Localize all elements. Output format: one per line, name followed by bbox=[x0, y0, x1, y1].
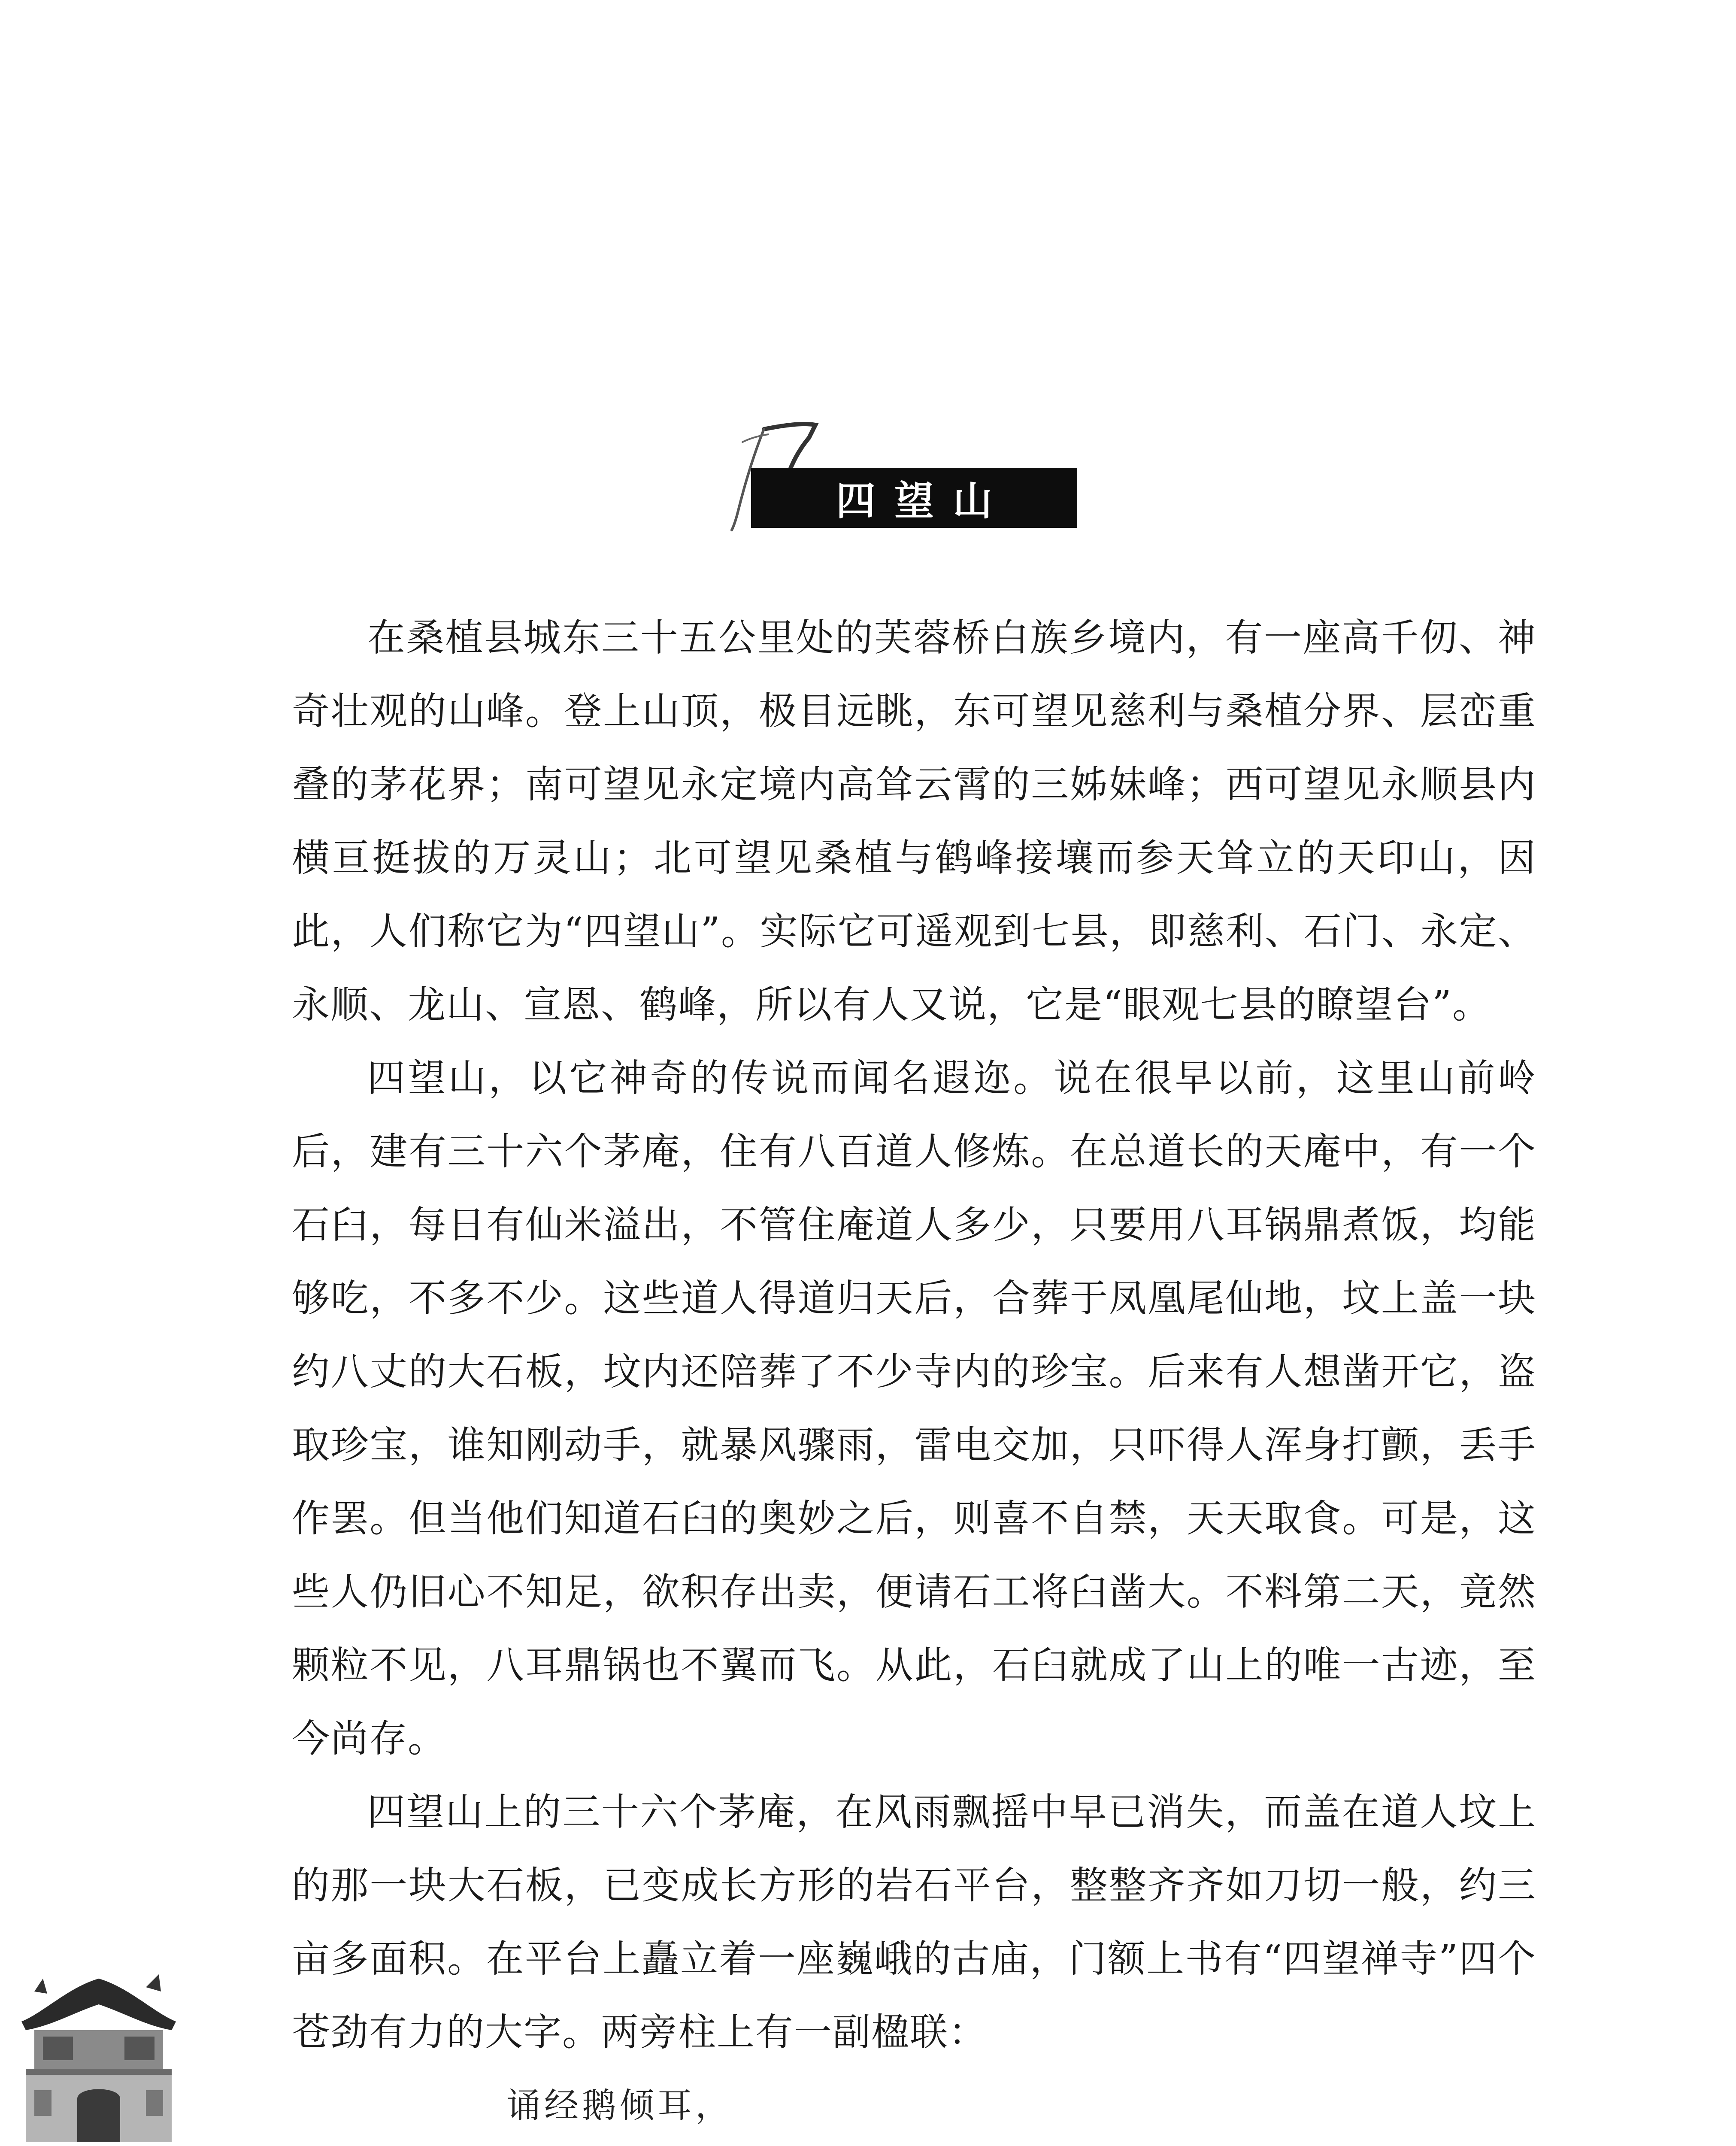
chapter-title-block bbox=[700, 412, 1086, 541]
title-banner bbox=[751, 468, 1077, 528]
paragraph-1: 在桑植县城东三十五公里处的芙蓉桥白族乡境内，有一座高千仞、神奇壮观的山峰。登上山顶，极目远眺，东可望见慈利与桑植分界、层峦重叠的茅花界；南可望见永定境内高耸云霄的三姊妹峰；西可望见永顺县内横亘挺拔的万灵山；北可望见桑植与鹤峰接壤而参天耸立的天印山，因此，人们称它为“四望山”。实际它可遥观到七县，即慈利、石门、永定、永顺、龙山、宣恩、鹤峰，所以有人又说，它是“眼观七县的瞭望台”。 bbox=[292, 615, 1536, 1027]
book-title-caption bbox=[30, 2142, 174, 2146]
paragraph-3: 四望山上的三十六个茅庵，在风雨飘摇中早已消失，而盖在道人坟上的那一块大石板，已变成长方形的岩石平台，整整齐齐如刀切一般，约三亩多面积。在平台上矗立着一座巍峨的古庙，门额上书有“四望禅寺”四个苍劲有力的大字。两旁柱上有一副楹联： bbox=[292, 1790, 1536, 2054]
temple-photo-icon bbox=[17, 1961, 180, 2142]
couplet-line-1: 诵经鹅倾耳， bbox=[506, 2085, 733, 2125]
couplet-line-2 bbox=[292, 2142, 1536, 2146]
page-title: 四望山 bbox=[836, 478, 1011, 524]
article-body bbox=[292, 601, 1536, 2146]
paragraph-2: 四望山，以它神奇的传说而闻名遐迩。说在很早以前，这里山前岭后，建有三十六个茅庵，住有八百道人修炼。在总道长的天庵中，有一个石臼，每日有仙米溢出，不管住庵道人多少，只要用八耳锅鼎煮饭，均能够吃，不多不少。这些道人得道归天后，合葬于凤凰尾仙地，坟上盖一块约八丈的大石板，坟内还陪葬了不少寺内的珍宝。后来有人想凿开它，盗取珍宝，谁知刚动手，就暴风骤雨，雷电交加，只吓得人浑身打颤，丢手作罢。但当他们知道石臼的奥妙之后，则喜不自禁，天天取食。可是，这些人仍旧心不知足，欲积存出卖，便请石工将臼凿大。不料第二天，竟然颗粒不见，八耳鼎锅也不翼而飞。从此，石臼就成了山上的唯一古迹，至今尚存。 bbox=[292, 1056, 1536, 1761]
